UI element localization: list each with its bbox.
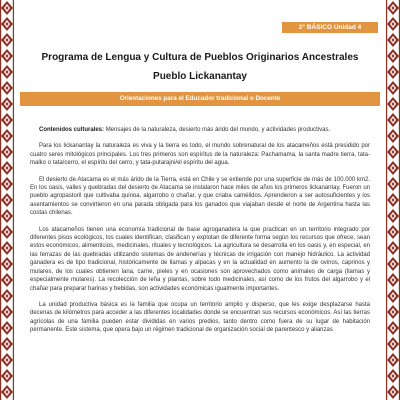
cultural-contents-paragraph: [30, 126, 370, 134]
diamond-pattern-left: [0, 0, 14, 400]
paragraph: Para los lickanantay la naturaleza es viva y la tierra es todo, el mundo sobrenatural de los atacameños está presidido por cuatro seres mitológicos principales. Los tres primeros son espíritus de la naturaleza: Pachamama, la santa madre tierra, tata-malko o tata/cerro, el espíritu del cerro, y tata-putarajni/el espíritu del agua.: [30, 143, 370, 167]
paragraph: Los atacameños tienen una economía tradicional de base agroganadera la que practican en un territorio integrado por diferentes pisos ecológicos, los cuales identifican, clasifican y explotan de diferente forma según los recursos que ofrece, sean estos económicos, alimenticios, medicinales, rituales y tecnológicos. La agricultura se desarrolla en los oasis y, en especial, en las terrazas de las quebradas utilizando sistemas de andenerías y técnicas de irrigación con manejo hidráulico. La actividad ganadera es de tipo tradicional, históricamente de llamas y alpacas y en la actualidad en aumento la de ovinos, caprinos y mulares, de los cuales obtienen lana, carne, pieles y en ocasiones son aprovechados como animales de carga (llamas y especialmente mulares). La recolección de leña y plantas, sobre todo medicinales, así como de los frutos del algarrobo y el chañar para preparar harinas y bebidas, son actividades económicas igualmente importantes.: [30, 226, 370, 292]
diamond-pattern-right: [386, 0, 400, 400]
cultural-contents-label: Contenidos culturales:: [39, 127, 105, 133]
paragraph: El desierto de Atacama es el más árido de la Tierra, está en Chile y se extiende por una superficie de más de 100.000 km2. En los oasis, valles y quebradas del desierto de Atacama se instalaron hace miles de años los primeros lickanantay. Fueron un pueblo agropastoril que cultivaba quinoa, algarrobo o chañar, y que criaba camélidos. Aprendieron a ser autosuficientes y los asentamientos se convirtieron en una parada obligada para los ganados que viajaban desde el norte de Argentina hasta las costas chilenas.: [30, 176, 370, 217]
people-title: Pueblo Lickanantay: [153, 71, 247, 82]
section-banner: Orientaciones para el Educador tradicional o Docente: [20, 92, 380, 106]
grade-unit-badge: 2° BÁSICO Unidad 4: [282, 22, 378, 33]
decorative-border-left: [0, 0, 14, 400]
cultural-contents-text: Mensajes de la naturaleza, desierto más árido del mundo, y actividades productivas.: [105, 127, 331, 133]
paragraph: La unidad productiva básica es la familia que ocupa un territorio amplio y disperso, que les exige desplazarse hasta decenas de kilómetros para acceder a las diferentes localidades donde se encuentran sus recursos económicos. Así las tierras agrícolas de una familia pueden estar divididas en varios predios, tanto dentro como fuera de su lugar de habitación permanente. Este sistema, que opera bajo un régimen tradicional de organización social de parentesco y alianzas: [30, 301, 370, 334]
decorative-border-right: [386, 0, 400, 400]
document-body: [30, 126, 370, 343]
program-title: Programa de Lengua y Cultura de Pueblos Originarios Ancestrales: [41, 52, 359, 63]
